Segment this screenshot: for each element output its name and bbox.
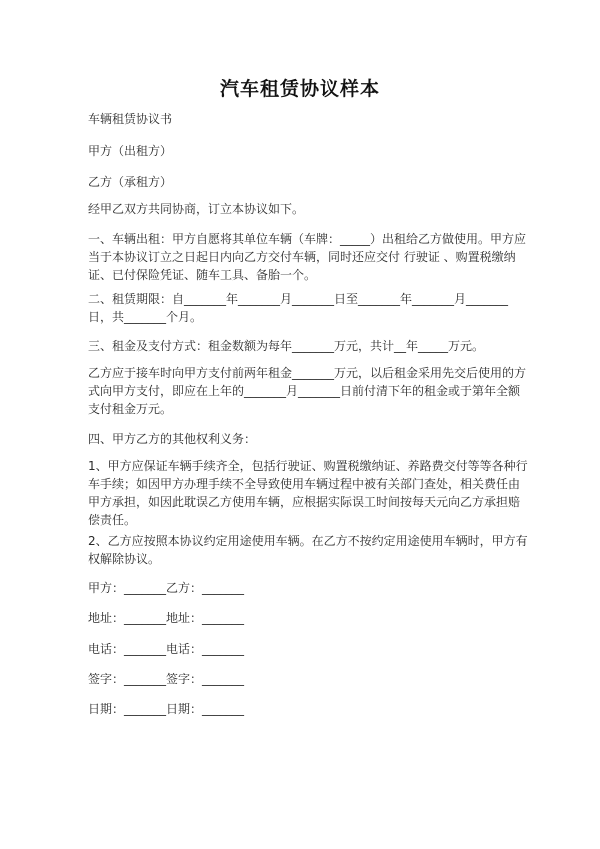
clause-rental-period: 二、租赁期限：自_______年_______月_______日至_______年_______月_______日，共_______个月。: [88, 292, 509, 324]
signature-line-date: 日期：_______日期：_______: [88, 702, 245, 716]
clause-vehicle-rental: 一、车辆出租：甲方自愿将其单位车辆（车牌：_____）出租给乙方做使用。甲方应当于本协议订立之日起日内向乙方交付车辆，同时还应交付 行驶证 、购置税缴纳证、已付保险凭证、随车工具、备胎一个。: [88, 232, 527, 282]
document-title: 汽车租赁协议样本: [219, 78, 380, 100]
clause-rights-obligations: 四、甲方乙方的其他权利义务：: [88, 432, 257, 446]
party-a-label: 甲方（出租方）: [88, 144, 173, 158]
agreement-heading: 车辆租赁协议书: [88, 112, 173, 126]
clause-rent-payment: 三、租金及支付方式：租金数额为每年_______万元，共计__年_____万元。: [88, 339, 485, 353]
obligation-item-2: 2、乙方应按照本协议约定用途使用车辆。在乙方不按约定用途使用车辆时，甲方有权解除协议。: [88, 534, 528, 566]
signature-line-address: 地址：_______地址：_______: [88, 611, 245, 625]
signature-line-phone: 电话：_______电话：_______: [88, 642, 245, 656]
obligation-item-1: 1、甲方应保证车辆手续齐全，包括行驶证、购置税缴纳证、养路费交付等等各种行车手续；如因甲方办理手续不全导致使用车辆过程中被有关部门查处，相关费任由甲方承担，如因此耽误乙方使用车辆，应根据实际误工时间按每天元向乙方承担赔偿责任。: [88, 459, 528, 527]
intro-paragraph: 经甲乙双方共同协商，订立本协议如下。: [88, 202, 305, 216]
party-b-label: 乙方（承租方）: [88, 175, 173, 189]
signature-line-signature: 签字：_______签字：_______: [88, 672, 245, 686]
clause-rent-payment-detail: 乙方应于接车时向甲方支付前两年租金_______万元，以后租金采用先交后使用的方式向甲方支付，即应在上年的_______月_______日前付清下年的租金或于第年全额支付租金万元。: [88, 366, 527, 416]
signature-line-parties: 甲方：_______乙方：_______: [88, 581, 245, 595]
